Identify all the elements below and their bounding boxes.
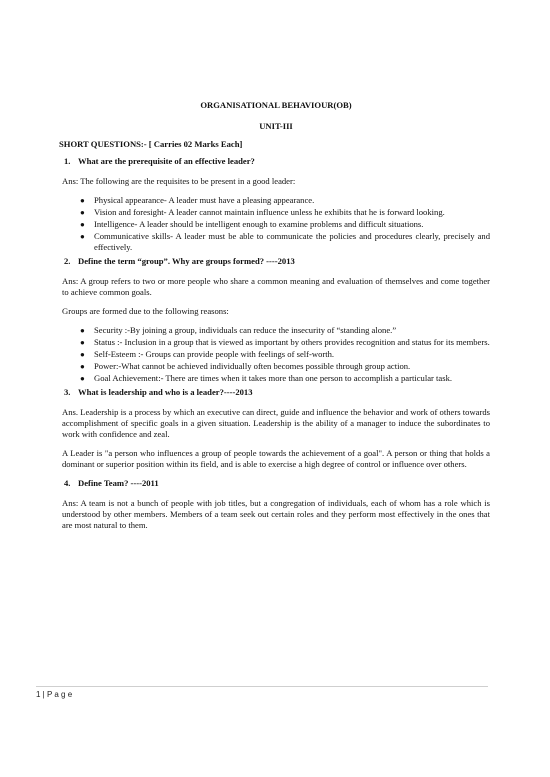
list-item: ● Physical appearance- A leader must have a pleasing appearance. <box>80 195 315 205</box>
question-heading <box>62 478 490 489</box>
unit-heading: UNIT-III <box>259 121 293 131</box>
answer-paragraph: Groups are formed due to the following reasons: <box>62 306 229 316</box>
question-number: 3. <box>64 387 71 397</box>
question-text: Define Team? ----2011 <box>78 478 159 488</box>
list-item: ● Communicative skills- A leader must be able to communicate the policies and procedures clearly, precisely and effectively. <box>80 231 490 252</box>
bullet-icon: ● <box>80 338 85 347</box>
question-text: Define the term “group”. Why are groups formed? ----2013 <box>78 256 295 266</box>
bullet-icon: ● <box>80 220 85 229</box>
question-number: 4. <box>64 478 71 488</box>
bullet-icon: ● <box>80 326 85 335</box>
answer-paragraph: Ans. Leadership is a process by which an executive can direct, guide and influence the behavior and work of others towards accomplishment of specific goals in a given situation. Leadership is the ability of a manager to induce the subordinates to work with confidence and zeal. <box>62 407 490 439</box>
list-item: ● Power:-What cannot be achieved individually often becomes possible through group action. <box>80 361 411 371</box>
section-heading: SHORT QUESTIONS:- [ Carries 02 Marks Each] <box>59 139 243 149</box>
list-item: ● Goal Achievement:- There are times when it takes more than one person to accomplish a particular task. <box>80 373 453 383</box>
question-heading <box>62 256 490 267</box>
answer-paragraph: A Leader is "a person who influences a group of people towards the achievement of a goal". A person or thing that holds a dominant or superior position within its field, and is able to exercise a high degree of control or influence over others. <box>62 448 490 469</box>
document-title: ORGANISATIONAL BEHAVIOUR(OB) <box>200 100 352 110</box>
bullet-icon: ● <box>80 362 85 371</box>
bullet-list <box>62 325 490 384</box>
bullet-icon: ● <box>80 196 85 205</box>
answer-paragraph: Ans: A group refers to two or more people who share a common meaning and evaluation of themselves and come together to achieve common goals. <box>62 276 490 297</box>
page-number: 1 | P a g e <box>36 690 73 699</box>
question-text: What is leadership and who is a leader?----2013 <box>78 387 253 397</box>
question-heading <box>62 387 490 398</box>
list-item: ● Status :- Inclusion in a group that is viewed as important by others provides recognition and status for its members. <box>80 337 490 347</box>
answer-paragraph: Ans: A team is not a bunch of people with job titles, but a congregation of individuals, each of whom has a role which is understood by other members. Members of a team seek out certain roles and they perform most effectively in the ones that are most natural to them. <box>62 498 490 530</box>
answer-paragraph: Ans: The following are the requisites to be present in a good leader: <box>62 176 296 186</box>
bullet-icon: ● <box>80 350 85 359</box>
question-text: What are the prerequisite of an effective leader? <box>78 156 255 166</box>
bullet-list <box>62 195 490 253</box>
question-number: 2. <box>64 256 71 266</box>
question-number: 1. <box>64 156 71 166</box>
list-item: ● Vision and foresight- A leader cannot maintain influence unless he exhibits that he is forward looking. <box>80 207 445 217</box>
page-footer <box>36 686 488 699</box>
list-item: ● Security :-By joining a group, individuals can reduce the insecurity of “standing alone.” <box>80 325 397 335</box>
question-heading <box>62 156 490 167</box>
list-item: ● Self-Esteem :- Groups can provide people with feelings of self-worth. <box>80 349 335 359</box>
bullet-icon: ● <box>80 208 85 217</box>
bullet-icon: ● <box>80 374 85 383</box>
bullet-icon: ● <box>80 232 85 241</box>
list-item: ● Intelligence- A leader should be intelligent enough to examine problems and difficult situations. <box>80 219 424 229</box>
page-content <box>59 100 490 539</box>
